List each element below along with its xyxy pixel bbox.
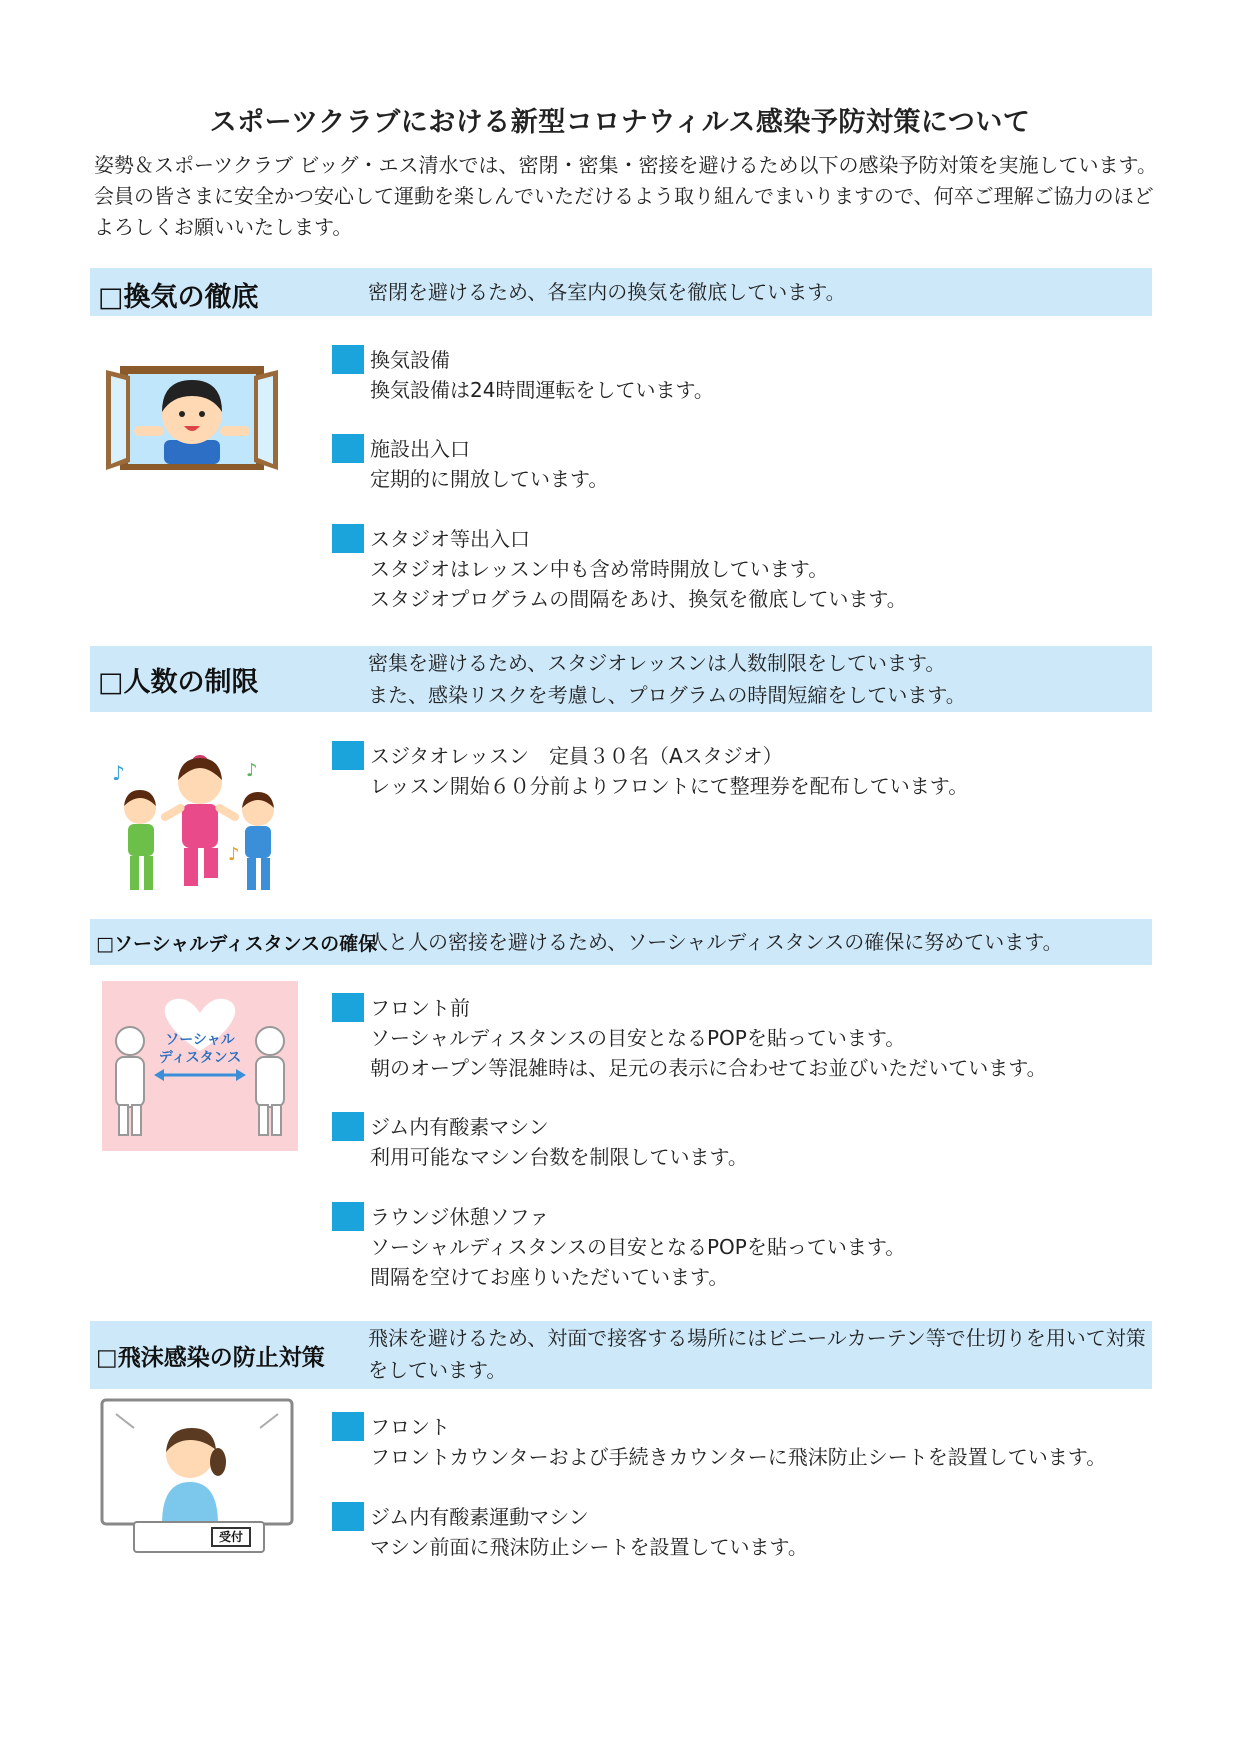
section-description bbox=[368, 926, 1063, 958]
svg-text:♪: ♪ bbox=[246, 760, 258, 781]
illustration-label: ディスタンス bbox=[158, 1050, 242, 1066]
section-description bbox=[368, 276, 846, 308]
open-window-icon bbox=[106, 362, 278, 474]
item-label: 施設出入口 bbox=[370, 437, 470, 461]
list-item bbox=[332, 993, 1047, 1083]
illustration-label: ソーシャル bbox=[165, 1032, 235, 1048]
svg-text:♪: ♪ bbox=[228, 844, 240, 865]
dancing-people-icon bbox=[98, 740, 298, 900]
list-item bbox=[332, 1112, 748, 1172]
bullet-square bbox=[332, 345, 364, 374]
item-line: スタジオプログラムの間隔をあけ、換気を徹底しています。 bbox=[370, 587, 907, 611]
section-header-headcount bbox=[90, 646, 1152, 712]
section-heading: □飛沫感染の防止対策 bbox=[96, 1345, 325, 1371]
intro-line: よろしくお願いいたします。 bbox=[94, 215, 353, 239]
item-label: ジム内有酸素運動マシン bbox=[370, 1505, 589, 1529]
item-line: 朝のオープン等混雑時は、足元の表示に合わせてお並びいただいています。 bbox=[370, 1056, 1047, 1080]
section-header-social-distance bbox=[90, 919, 1152, 965]
section-heading: □人数の制限 bbox=[98, 667, 259, 698]
item-label: スタジオ等出入口 bbox=[370, 527, 530, 551]
description-line: 飛沫を避けるため、対面で接客する場所にはビニールカーテン等で仕切りを用いて対策 bbox=[368, 1326, 1146, 1350]
page-title: スポーツクラブにおける新型コロナウィルス感染予防対策について bbox=[209, 107, 1031, 138]
bullet-square bbox=[332, 741, 364, 770]
list-item bbox=[332, 434, 608, 494]
section-header-droplet bbox=[90, 1321, 1152, 1389]
reception-shield-icon bbox=[100, 1398, 298, 1564]
section-description bbox=[368, 647, 966, 711]
section-description bbox=[368, 1322, 1146, 1386]
bullet-square bbox=[332, 524, 364, 553]
list-item bbox=[332, 524, 907, 614]
item-label: フロント bbox=[370, 1415, 450, 1439]
social-distance-icon bbox=[102, 981, 298, 1151]
item-label: スジタオレッスン 定員３０名（Aスタジオ） bbox=[370, 744, 783, 768]
item-label: 換気設備 bbox=[370, 348, 450, 372]
list-item bbox=[332, 1502, 808, 1562]
description-line: また、感染リスクを考慮し、プログラムの時間短縮をしています。 bbox=[368, 683, 966, 707]
item-line: 利用可能なマシン台数を制限しています。 bbox=[370, 1145, 748, 1169]
item-line: ソーシャルディスタンスの目安となるPOPを貼っています。 bbox=[370, 1026, 906, 1050]
description-line: 人と人の密接を避けるため、ソーシャルディスタンスの確保に努めています。 bbox=[368, 930, 1063, 954]
bullet-square bbox=[332, 1412, 364, 1441]
item-label: ラウンジ休憩ソファ bbox=[370, 1205, 550, 1229]
item-line: 定期的に開放しています。 bbox=[370, 467, 609, 491]
item-line: スタジオはレッスン中も含め常時開放しています。 bbox=[370, 557, 829, 581]
item-line: 換気設備は24時間運転をしています。 bbox=[370, 378, 714, 402]
item-line: 間隔を空けてお座りいただいています。 bbox=[370, 1265, 729, 1289]
item-line: フロントカウンターおよび手続きカウンターに飛沫防止シートを設置しています。 bbox=[370, 1445, 1107, 1469]
list-item bbox=[332, 345, 714, 405]
description-line: 密閉を避けるため、各室内の換気を徹底しています。 bbox=[368, 280, 846, 304]
item-label: ジム内有酸素マシン bbox=[370, 1115, 549, 1139]
list-item bbox=[332, 741, 968, 801]
intro-line: 姿勢＆スポーツクラブ ビッグ・エス清水では、密閉・密集・密接を避けるため以下の感染予防対策を実施しています。 bbox=[94, 153, 1157, 177]
item-line: レッスン開始６０分前よりフロントにて整理券を配布しています。 bbox=[370, 774, 969, 798]
section-heading: □換気の徹底 bbox=[98, 282, 259, 313]
intro-text bbox=[94, 150, 1157, 243]
list-item bbox=[332, 1202, 905, 1292]
list-item bbox=[332, 1412, 1106, 1472]
illustration-label: 受付 bbox=[218, 1530, 243, 1544]
bullet-square bbox=[332, 434, 364, 463]
bullet-square bbox=[332, 993, 364, 1022]
section-heading: □ソーシャルディスタンスの確保 bbox=[96, 933, 378, 955]
item-line: マシン前面に飛沫防止シートを設置しています。 bbox=[370, 1535, 808, 1559]
item-label: フロント前 bbox=[370, 996, 470, 1020]
description-line: 密集を避けるため、スタジオレッスンは人数制限をしています。 bbox=[368, 651, 946, 675]
bullet-square bbox=[332, 1502, 364, 1531]
svg-text:♪: ♪ bbox=[112, 761, 125, 785]
section-header-ventilation bbox=[90, 268, 1152, 316]
bullet-square bbox=[332, 1202, 364, 1231]
bullet-square bbox=[332, 1112, 364, 1141]
description-line: をしています。 bbox=[368, 1358, 507, 1382]
item-line: ソーシャルディスタンスの目安となるPOPを貼っています。 bbox=[370, 1235, 906, 1259]
intro-line: 会員の皆さまに安全かつ安心して運動を楽しんでいただけるよう取り組んでまいりますので、何卒ご理解ご協力のほど bbox=[94, 184, 1154, 208]
